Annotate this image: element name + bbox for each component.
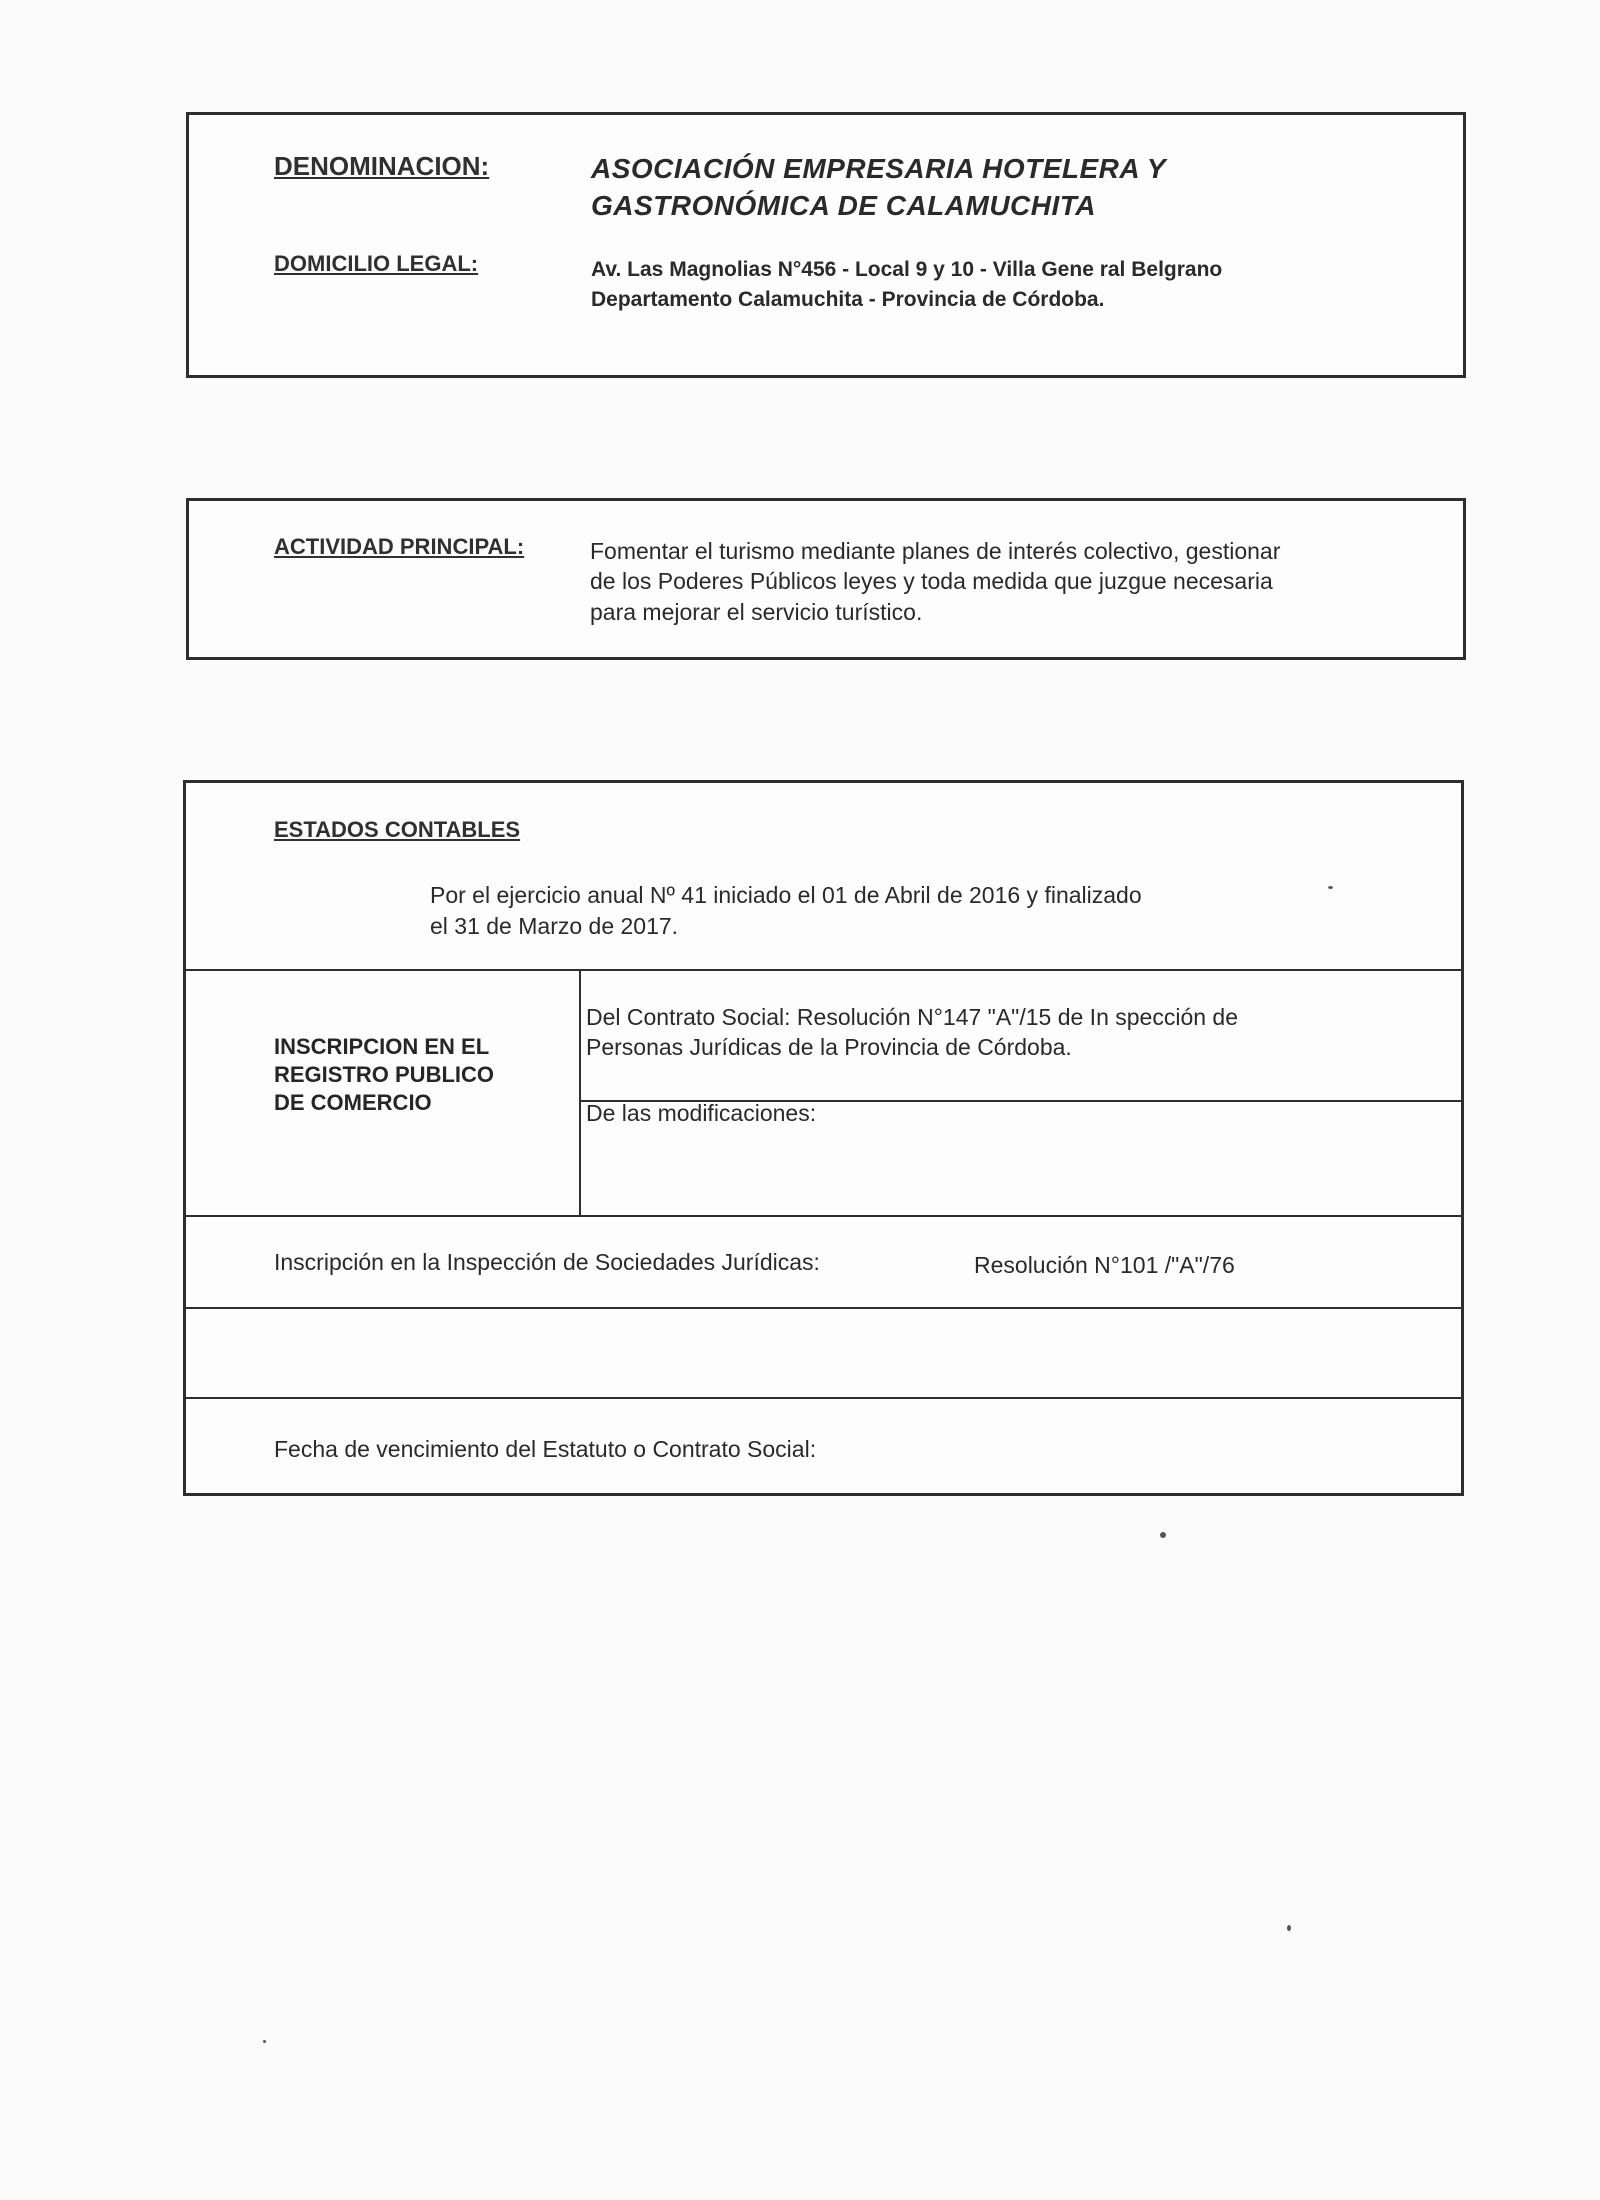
inscripcion-registro-label [274,1033,494,1117]
scan-speck [1328,886,1333,889]
estados-text [430,880,1142,942]
estados-line-1: Por el ejercicio anual Nº 41 iniciado el 01 de Abril de 2016 y finalizado [430,882,1142,908]
domicilio-value [591,255,1222,316]
modificaciones-text: De las modificaciones: [586,1100,817,1126]
contrato-line-2: Personas Jurídicas de la Provincia de Córdoba. [586,1034,1072,1061]
domicilio-line-2: Departamento Calamuchita - Provincia de Córdoba. [591,288,1105,312]
activity-box [186,498,1466,660]
denominacion-label: DENOMINACION: [274,151,490,181]
inspeccion-value: Resolución N°101 /"A"/76 [974,1252,1235,1278]
identification-box [186,112,1466,378]
domicilio-line-1: Av. Las Magnolias N°456 - Local 9 y 10 - Villa Gene ral Belgrano [591,258,1223,281]
contrato-social-text [586,1002,1238,1063]
vencimiento-label: Fecha de vencimiento del Estatuto o Contrato Social: [274,1436,817,1462]
actividad-value [590,536,1280,627]
column-divider [579,971,581,1215]
row-divider [186,1307,1461,1309]
scan-speck [1287,1925,1291,1931]
actividad-line-1: Fomentar el turismo mediante planes de interés colectivo, gestionar [590,538,1281,564]
denominacion-value [591,151,1166,225]
denominacion-line-1: ASOCIACIÓN EMPRESARIA HOTELERA Y [591,153,1167,184]
contrato-line-1: Del Contrato Social: Resolución N°147 "A"/15 de In spección de [586,1004,1239,1030]
actividad-line-2: de los Poderes Públicos leyes y toda medida que juzgue necesaria [590,568,1273,595]
inscripcion-label-line-1: INSCRIPCION EN EL [274,1034,490,1059]
denominacion-line-2: GASTRONÓMICA DE CALAMUCHITA [591,189,1097,221]
row-divider [186,969,1461,971]
actividad-label: ACTIVIDAD PRINCIPAL: [274,534,525,559]
inspeccion-label: Inscripción en la Inspección de Sociedades Jurídicas: [274,1249,820,1275]
estados-line-2: el 31 de Marzo de 2017. [430,912,679,939]
actividad-line-3: para mejorar el servicio turístico. [590,598,923,625]
scan-speck [1160,1532,1166,1538]
accounting-box [183,780,1464,1496]
inscripcion-label-line-3: DE COMERCIO [274,1090,432,1116]
domicilio-label: DOMICILIO LEGAL: [274,251,479,276]
scan-speck [263,2040,266,2043]
inscripcion-label-line-2: REGISTRO PUBLICO [274,1062,495,1088]
row-divider [186,1215,1461,1217]
estados-label: ESTADOS CONTABLES [274,817,521,842]
row-divider [186,1397,1461,1399]
